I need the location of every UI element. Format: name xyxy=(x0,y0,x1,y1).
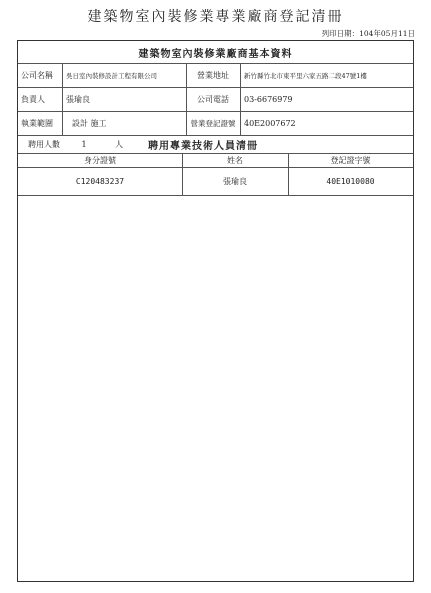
registration-form xyxy=(17,40,414,582)
col-header-cert: 登記證字號 xyxy=(330,155,371,165)
address-value: 新竹縣竹北市東平里六家五路二段47號1樓 xyxy=(244,71,367,80)
basic-info-header-row xyxy=(18,41,413,64)
table-row xyxy=(18,167,413,196)
owner-row xyxy=(18,87,413,112)
staff-count-value: 1 xyxy=(81,139,87,149)
phone-label: 公司電話 xyxy=(197,94,229,104)
company-row xyxy=(18,63,413,88)
staff-id: C120483237 xyxy=(75,176,125,186)
staff-count-label: 聘用人數 xyxy=(28,139,60,149)
staff-count-unit: 人 xyxy=(115,139,123,149)
scope-value: 設計 施工 xyxy=(72,118,107,128)
owner-value: 張瑜良 xyxy=(66,94,90,104)
owner-label: 負責人 xyxy=(21,94,45,104)
staff-table-header xyxy=(18,153,413,168)
staff-name: 張瑜良 xyxy=(223,176,247,186)
col-header-name: 姓名 xyxy=(227,155,243,165)
address-label: 營業地址 xyxy=(197,70,229,80)
staff-header-row xyxy=(18,135,413,154)
staff-cert: 40E1010080 xyxy=(326,176,375,186)
reg-value: 40E2007672 xyxy=(244,118,296,128)
scope-label: 執業範圍 xyxy=(21,118,53,128)
basic-info-title: 建築物室內裝修業廠商基本資料 xyxy=(138,48,293,60)
print-date: 列印日期：104年05月11日 xyxy=(321,29,415,38)
company-name-value: 吳日室內裝修設計工程有限公司 xyxy=(66,71,157,80)
staff-section-title: 聘用專業技術人員清冊 xyxy=(148,140,258,152)
phone-value: 03-6676979 xyxy=(244,94,293,104)
company-name-label: 公司名稱 xyxy=(21,70,53,80)
reg-label: 營業登記證號 xyxy=(190,118,236,128)
scope-row xyxy=(18,111,413,136)
document-title: 建築物室內裝修業專業廠商登記清冊 xyxy=(87,9,344,25)
col-header-id: 身分證號 xyxy=(84,155,116,165)
